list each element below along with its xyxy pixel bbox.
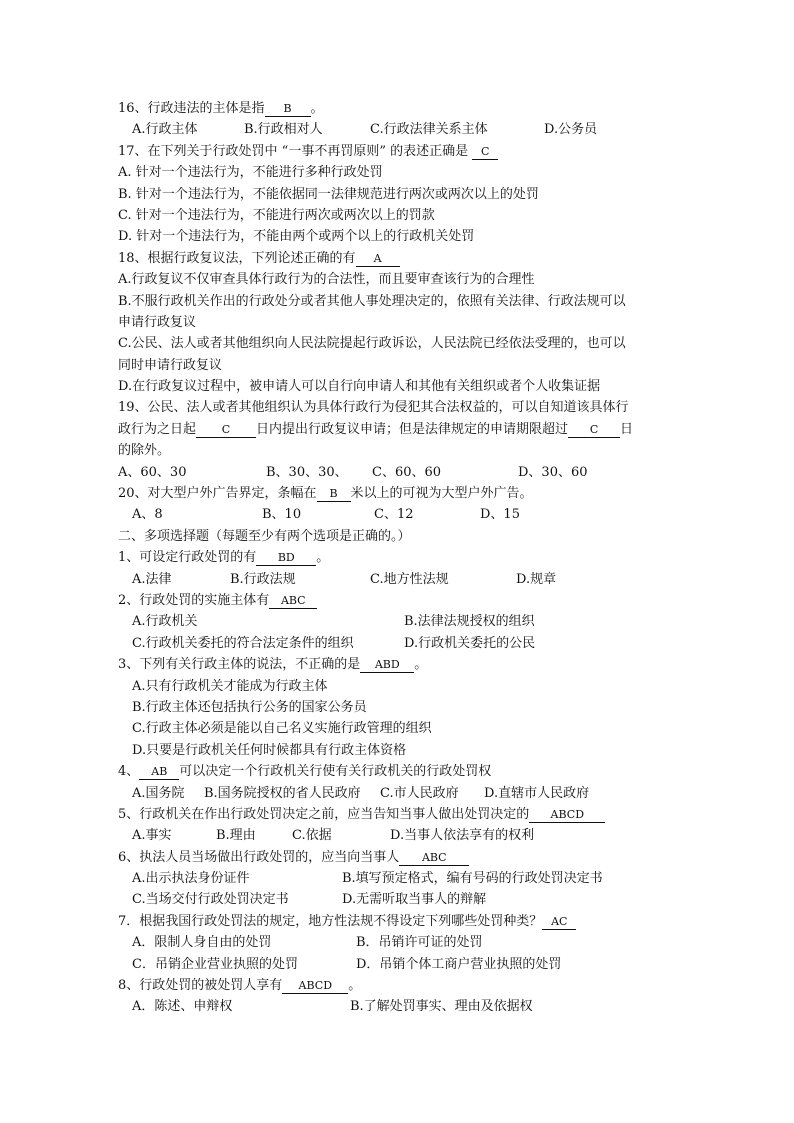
question-m6-options-1: A.出示执法身份证件 B.填写预定格式，编有号码的行政处罚决定书 [132,871,603,887]
answer-blank: BD [256,551,316,566]
question-m8: 8、行政处罚的被处罚人享有 ABCD 。 [118,978,362,994]
option: C.公民、法人或者其他组织向人民法院提起行政诉讼，人民法院已经依法受理的，也可以 [118,336,626,352]
question-16: 16、行政违法的主体是指 B 。 [118,101,324,116]
answer-blank: B [265,102,311,117]
option: D. 针对一个违法行为，不能由两个或两个以上的行政机关处罚 [118,229,475,245]
question-m6: 6、执法人员当场做出行政处罚的，应当向当事人 ABC [118,847,678,868]
question-m1-options: A.法律 B.行政法规 C.地方性法规 D.规章 [132,571,557,587]
question-m5-options: A.事实 B.理由 C.依据 D.当事人依法享有的权利 [132,828,535,844]
question-20: 20、对大型户外广告界定，条幅在 B 米以上的可视为大型户外广告。 [118,486,533,502]
question-17: 17、在下列关于行政处罚中 “一事不再罚原则” 的表述正确是 C [118,141,678,162]
answer-blank: B [317,487,351,502]
exam-page [118,98,678,1018]
question-m4: 4、 AB 可以决定一个行政机关行使有关行政机关的行政处罚权 [118,764,492,780]
option: D.在行政复议过程中，被申请人可以自行向申请人和其他有关组织或者个人收集证据 [118,379,601,395]
answer-blank: ABCD [529,808,605,823]
section-heading: 二、多项选择题（每题至少有两个选项是正确的。） [118,528,411,544]
question-19-options: A、60、30 B、30、30、 C、60、60 D、30、60 [118,464,588,480]
option: B.行政主体还包括执行公务的国家公务员 [132,699,367,715]
answer-blank: C [472,145,498,160]
option: D.只要是行政机关任何时候都具有行政主体资格 [132,742,407,758]
question-m2: 2、行政处罚的实施主体有 ABC [118,590,678,611]
question-m6-options-2: C.当场交付行政处罚决定书 D.无需听取当事人的辩解 [132,892,487,908]
option: C. 针对一个违法行为，不能进行两次或两次以上的罚款 [118,207,435,223]
question-m7-options-2: C．吊销企业营业执照的处罚 D．吊销个体工商户营业执照的处罚 [132,956,562,972]
option: A. 针对一个违法行为，不能进行多种行政处罚 [118,165,383,181]
question-m7-options-1: A．限制人身自由的处罚 B．吊销许可证的处罚 [132,935,483,951]
answer-blank: C [568,423,620,438]
option: B. 针对一个违法行为，不能依据同一法律规范进行两次或两次以上的处罚 [118,186,539,202]
question-20-options: A、8 B、10 C、12 D、15 [132,507,520,523]
answer-blank: A [356,252,400,267]
question-19: 19、公民、法人或者其他组织认为具体行政行为侵犯其合法权益的，可以自知道该具体行 [118,400,629,416]
question-16-options: A.行政主体 B.行政相对人 C.行政法律关系主体 D.公务员 [132,122,598,138]
option: A.只有行政机关才能成为行政主体 [132,678,328,694]
question-m7: 7．根据我国行政处罚法的规定，地方性法规不得设定下列哪些处罚种类？ AC [118,911,678,932]
answer-blank: AB [139,765,179,780]
answer-blank: ABC [399,851,469,866]
question-m5: 5、行政机关在作出行政处罚决定之前，应当告知当事人做出处罚决定的 ABCD [118,804,678,825]
question-m4-options: A.国务院 B.国务院授权的省人民政府 C.市人民政府 D.直辖市人民政府 [132,785,590,801]
option: B.不服行政机关作出的行政处分或者其他人事处理决定的，依照有关法律、行政法规可以 [118,293,626,309]
option: C.行政主体必须是能以自己名义实施行政管理的组织 [132,721,432,737]
question-m8-options: A．陈述、申辩权 B.了解处罚事实、理由及依据权 [132,999,533,1015]
question-18: 18、根据行政复议法，下列论述正确的有 A [118,248,678,269]
answer-blank: AC [542,915,576,930]
option: A.行政复议不仅审查具体行政行为的合法性，而且要审查该行为的合理性 [118,272,535,288]
question-m2-options-1: A.行政机关 B.法律法规授权的组织 [132,614,535,630]
question-19-cont: 政行为之日起 C 日内提出行政复议申请；但是法律规定的申请期限超过 C 日 [118,421,634,437]
option: 同时申请行政复议 [118,357,223,373]
answer-blank: ABC [269,594,317,609]
answer-blank: ABCD [282,979,348,994]
answer-blank: C [196,423,256,438]
option: 申请行政复议 [118,314,197,330]
question-19-end: 的除外。 [118,443,171,459]
question-m1: 1、可设定行政处罚的有 BD 。 [118,550,330,566]
question-m3: 3、下列有关行政主体的说法，不正确的是 ABD 。 [118,657,428,673]
answer-blank: ABD [360,658,414,673]
question-m2-options-2: C.行政机关委托的符合法定条件的组织 D.行政机关委托的公民 [132,635,536,651]
